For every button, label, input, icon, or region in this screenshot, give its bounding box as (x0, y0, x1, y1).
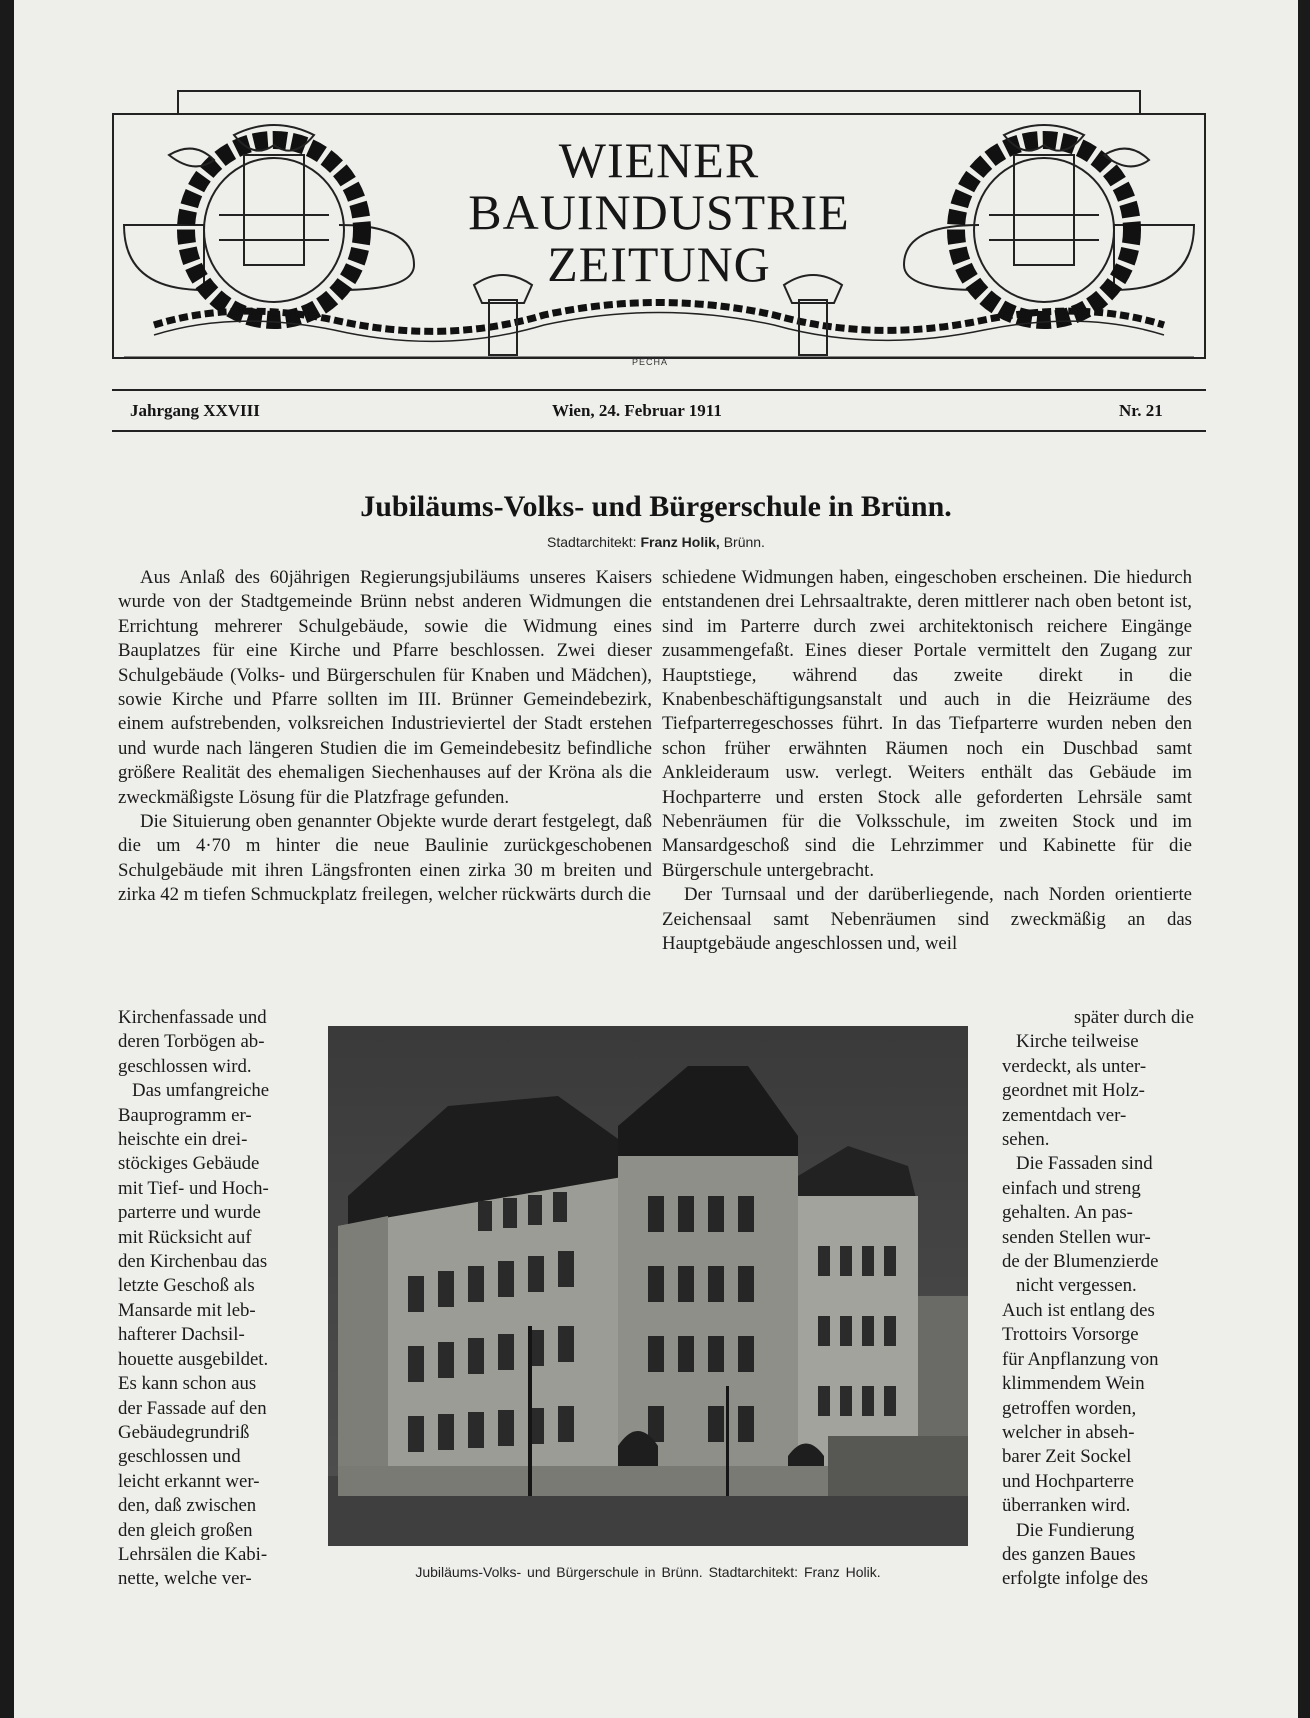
col2-line: überranken wird. (1002, 1495, 1131, 1517)
col1-line: leicht erkannt wer- (118, 1470, 260, 1492)
column-2-narrow (1002, 1006, 1194, 1592)
col1-line: der Fassade auf den (118, 1397, 267, 1419)
masthead-title-line-1: WIENER (558, 132, 760, 188)
col1-line: mit Rücksicht auf (118, 1226, 252, 1248)
school-building-illustration (328, 1026, 968, 1546)
col1-line: den Kirchenbau das (118, 1251, 268, 1273)
newspaper-page (14, 0, 1298, 1718)
col2-line: Auch ist entlang des (1002, 1299, 1155, 1321)
col2-line: Kirche teilweise (1016, 1031, 1139, 1053)
col2-line: Die Fundierung (1016, 1519, 1135, 1541)
col1-line: Mansarde mit leb- (118, 1299, 256, 1321)
col2-line: später durch die (1074, 1007, 1194, 1028)
volume-label: Jahrgang XXVIII (130, 401, 260, 420)
col1-line: den gleich großen (118, 1519, 253, 1541)
column-2-top (662, 566, 1192, 957)
masthead-title-line-3: ZEITUNG (547, 236, 771, 292)
masthead-top-frame (177, 90, 1141, 114)
byline-name: Franz Holik, (640, 534, 720, 550)
col1-line: Lehrsälen die Kabi- (118, 1543, 268, 1565)
article-byline (14, 534, 1298, 550)
byline-prefix: Stadtarchitekt: (547, 534, 637, 550)
article-title: Jubiläums-Volks- und Bürgerschule in Brünn. (360, 490, 952, 523)
col1-line: Es kann schon aus (118, 1373, 257, 1395)
col2-line: einfach und streng (1002, 1177, 1141, 1199)
rule-bottom (112, 430, 1206, 432)
col2-line: Trottoirs Vorsorge (1002, 1324, 1139, 1346)
school-building-photo (328, 1026, 968, 1546)
col2-line: zementdach ver- (1002, 1104, 1127, 1126)
col2-line: sehen. (1002, 1129, 1050, 1151)
col2-line: senden Stellen wur- (1002, 1226, 1151, 1248)
paragraph-1: Aus Anlaß des 60jährigen Regierungsjubiläums unseres Kaisers wurde von der Stadtgemeinde Brünn nebst anderen Widmungen die Errichtung mehrerer Schulgebäude, sowie die Widmung eines Bauplatzes für eine Kirche und Pfarre beschlossen. Zwei dieser Schulgebäude (Volks- und Bürgerschulen für Knaben und Mädchen), sowie Kirche und Pfarre sollten im III. Brünner Gemeindebezirk, einem aufstrebenden, volksreichen Industrieviertel der Stadt erstehen und wurde nach längeren Studien die im Gemeindebesitz befindliche größere Realität des ehemaligen Siechenhauses auf der Kröna als die zweckmäßigste Lösung für die Platzfrage gefunden. (118, 567, 652, 808)
masthead-title-line-2: BAUINDUSTRIE (468, 184, 850, 240)
col1-line: geschlossen und (118, 1446, 241, 1468)
paragraph-2: Die Situierung oben genannter Objekte wurde derart festgelegt, daß die um 4·70 m hinter die neue Baulinie zurückgeschobenen Schulgebäude mit ihren Längsfronten einen zirka 30 m breiten und zirka 42 m tiefen Schmuckplatz freilegen, welcher rückwärts durch die (118, 811, 652, 906)
col2-line: klimmendem Wein (1002, 1373, 1145, 1395)
column-1-narrow (118, 1006, 310, 1592)
column-1-top (118, 566, 652, 908)
col1-line: mit Tief- und Hoch- (118, 1177, 269, 1199)
issue-date: Wien, 24. Februar 1911 (552, 401, 722, 420)
col2-line: Die Fassaden sind (1016, 1153, 1153, 1175)
rule-top (112, 389, 1206, 391)
col2-line: welcher in abseh- (1002, 1421, 1135, 1443)
col1-line: Das umfangreiche (132, 1080, 270, 1102)
masthead-signature: PECHA (632, 357, 669, 367)
col2-line: und Hochparterre (1002, 1470, 1134, 1492)
col1-line: geschlossen wird. (118, 1055, 252, 1077)
col1-line: nette, welche ver- (118, 1568, 252, 1590)
col1-line: deren Torbögen ab- (118, 1031, 265, 1053)
col2-line: gehalten. An pas- (1002, 1202, 1133, 1224)
col2-line: verdeckt, als unter- (1002, 1055, 1147, 1077)
issue-number: Nr. 21 (1119, 401, 1163, 420)
col2-line: barer Zeit Sockel (1002, 1446, 1132, 1468)
col2-line: nicht vergessen. (1016, 1275, 1137, 1297)
col2-line: geordnet mit Holz- (1002, 1080, 1145, 1102)
paragraph-3: schiedene Widmungen haben, eingeschoben erscheinen. Die hiedurch entstandenen drei Lehrsaaltrakte, deren mittlerer nach oben betont ist, sind im Parterre durch zwei architektonisch reichere Eingänge zusammengefaßt. Eines dieser Portale vermittelt den Zugang zur Hauptstiege, während das zweite direkt in die Knabenbeschäftigungsanstalt und auch in die Heizräume des Tiefparterregeschosses führt. In das Tiefparterre wurden neben den schon früher erwähnten Räumen noch ein Duschbad samt Ankleideraum usw. verlegt. Weiters enthält das Gebäude im Hochparterre und ersten Stock alle geforderten Lehrsäle samt Nebenräumen für die Volksschule, im zweiten Stock und im Mansardgeschoß sind die Lehrzimmer und Kabinette für die Bürgerschule untergebracht. (662, 567, 1192, 881)
col2-line: de der Blumenzierde (1002, 1251, 1159, 1273)
col2-line: getroffen worden, (1002, 1397, 1137, 1419)
col1-line: Bauprogramm er- (118, 1104, 252, 1126)
masthead (112, 113, 1206, 359)
col1-line: stöckiges Gebäude (118, 1153, 260, 1175)
col1-line: hafterer Dachsil- (118, 1324, 245, 1346)
byline-place: Brünn. (723, 534, 765, 550)
paragraph-4: Der Turnsaal und der darüberliegende, nach Norden orientierte Zeichensaal samt Nebenräumen sind zweckmäßig an das Hauptgebäude angeschlossen und, weil (662, 884, 1192, 955)
photo-caption: Jubiläums-Volks- und Bürgerschule in Brünn. Stadtarchitekt: Franz Holik. (415, 1564, 881, 1580)
col2-line: für Anpflanzung von (1002, 1348, 1159, 1370)
col1-line: Gebäudegrundriß (118, 1421, 250, 1443)
col2-line: des ganzen Baues (1002, 1543, 1136, 1565)
col1-line: houette ausgebildet. (118, 1348, 269, 1370)
col1-line: letzte Geschoß als (118, 1275, 255, 1297)
col1-line: den, daß zwischen (118, 1495, 257, 1517)
col1-line: parterre und wurde (118, 1202, 261, 1224)
col2-line: erfolgte infolge des (1002, 1568, 1149, 1590)
col1-line: heischte ein drei- (118, 1129, 248, 1151)
col1-line: Kirchenfassade und (118, 1007, 267, 1028)
